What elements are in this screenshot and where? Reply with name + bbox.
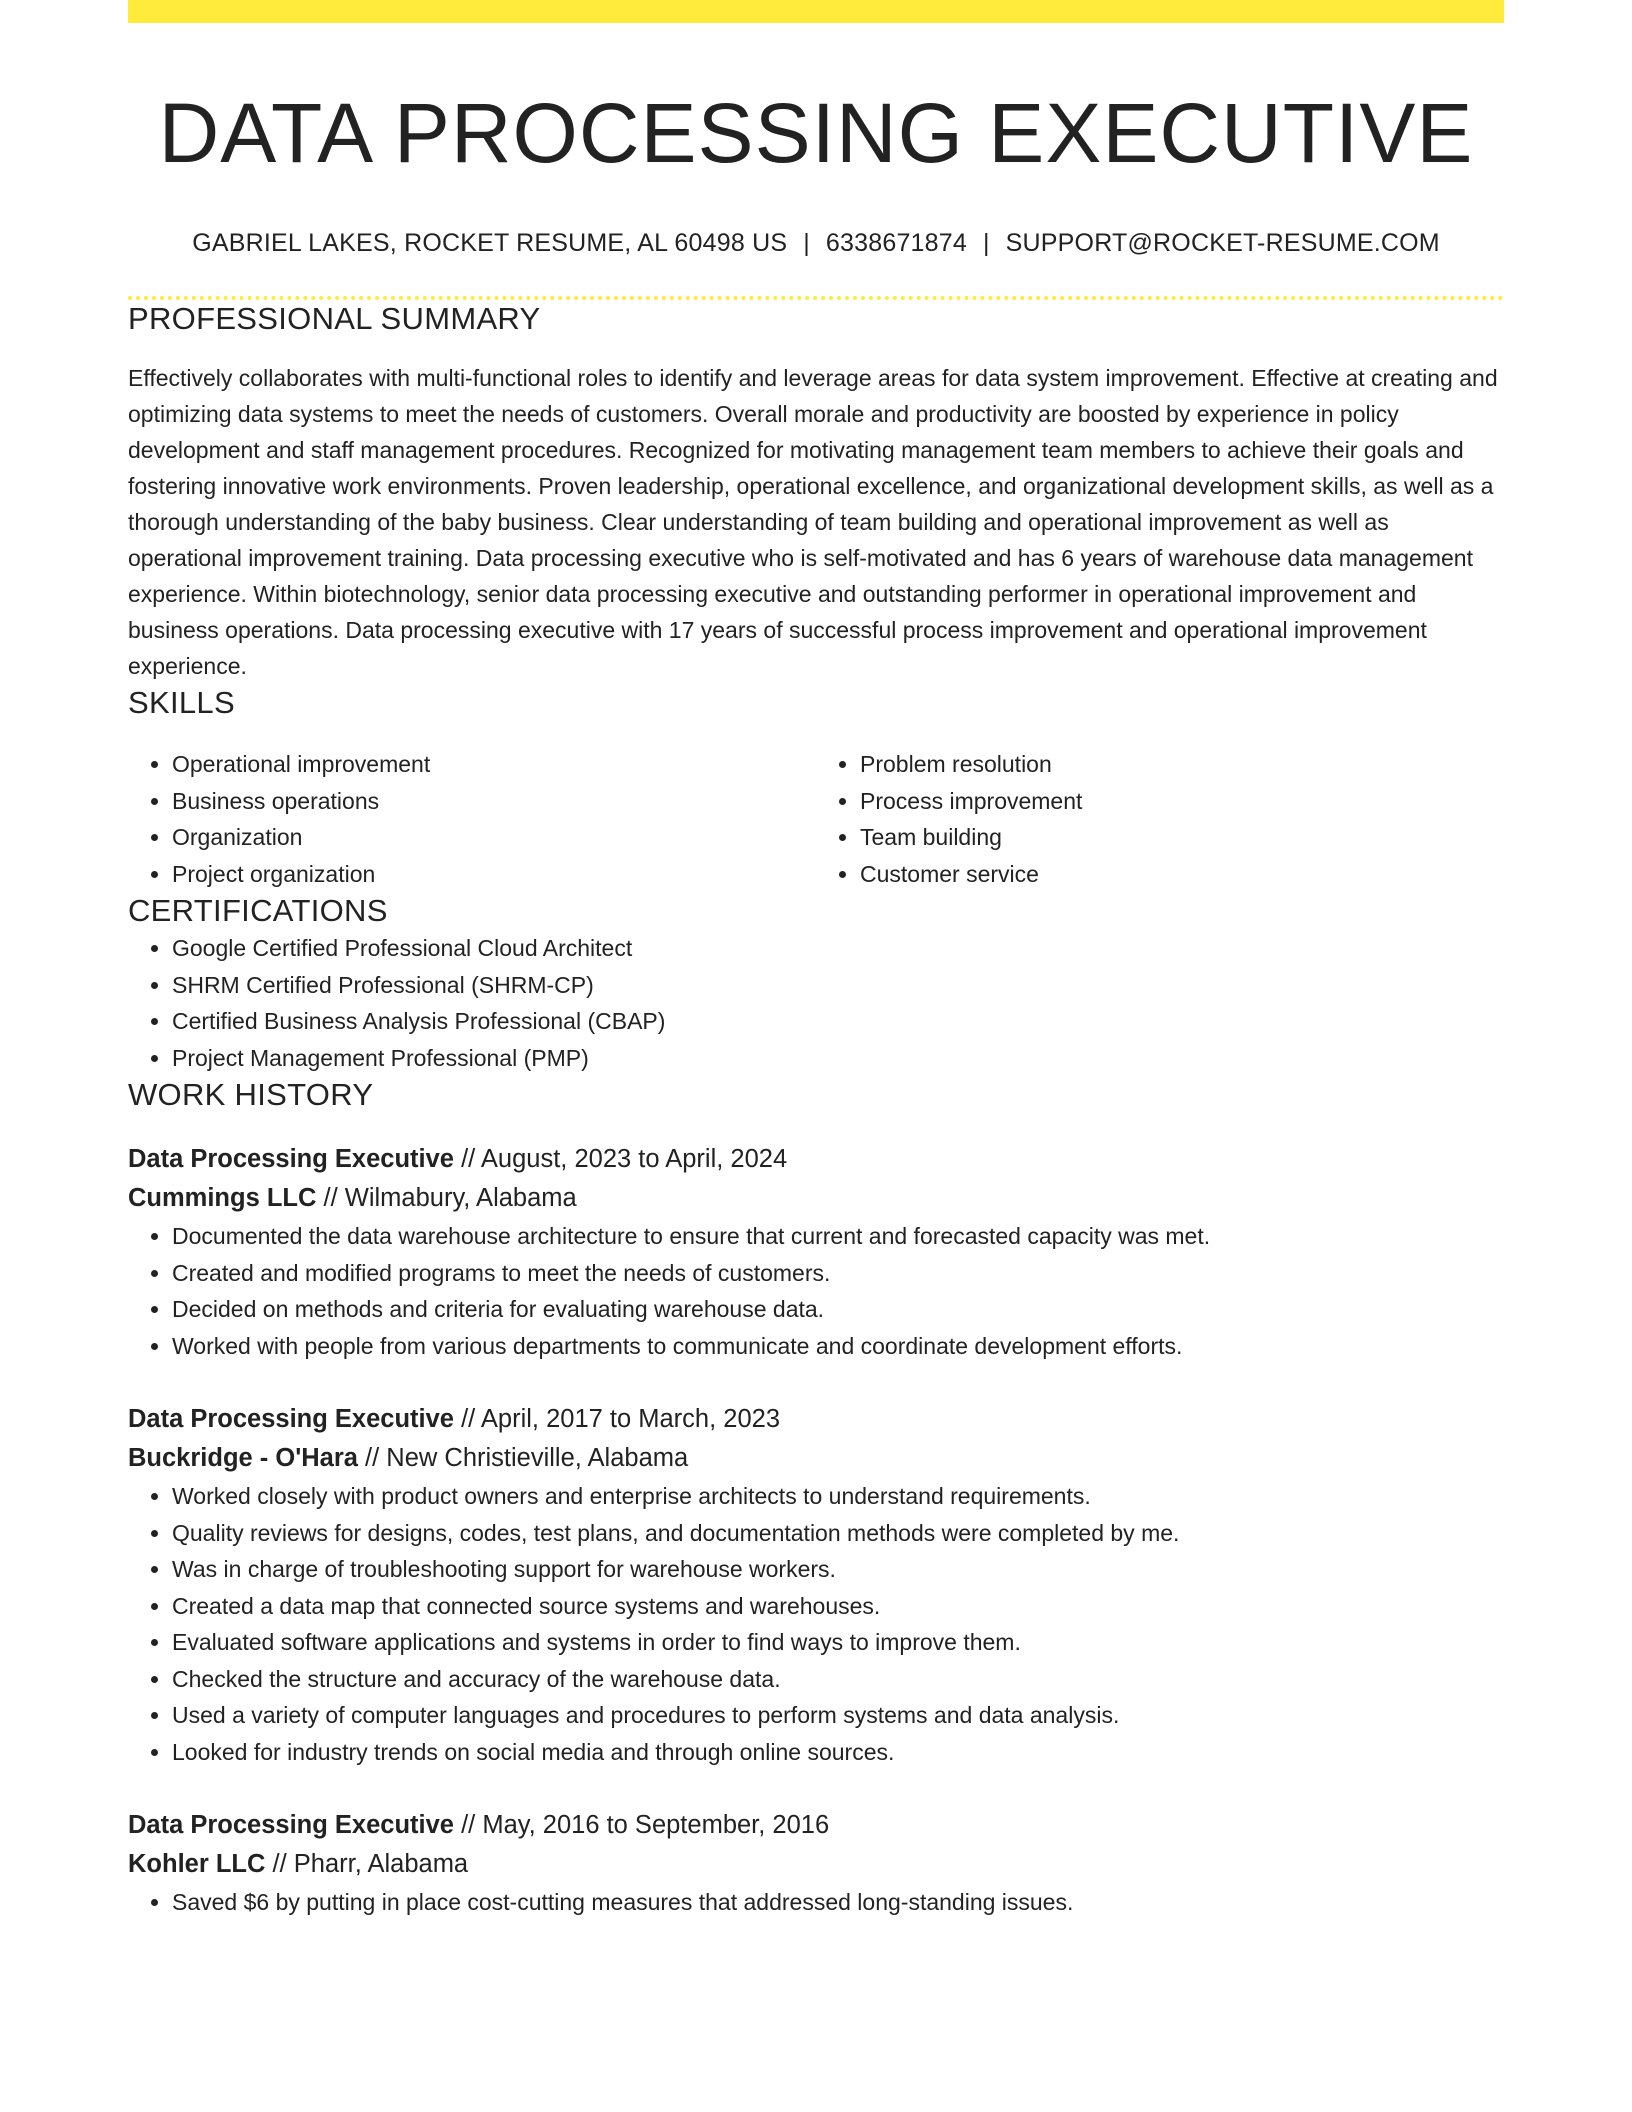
work-history-heading: WORK HISTORY: [128, 1077, 374, 1112]
job-bullet-list: [128, 1884, 1504, 1921]
job-entry: [128, 1806, 1504, 1921]
job-entry: [128, 1140, 1504, 1364]
job-title-line: [128, 1400, 1504, 1439]
summary-heading: PROFESSIONAL SUMMARY: [128, 301, 541, 336]
job-company-line: [128, 1179, 1504, 1218]
skills-columns: [128, 746, 1504, 892]
job-title-line: [128, 1806, 1504, 1845]
certification-item: • SHRM Certified Professional (SHRM-CP): [172, 967, 1504, 1004]
job-bullet: • Saved $6 by putting in place cost-cutting measures that addressed long-standing issues.: [172, 1884, 1504, 1921]
job-title-line: [128, 1140, 1504, 1179]
job-bullet: • Used a variety of computer languages and procedures to perform systems and data analysis.: [172, 1697, 1504, 1734]
job-location: // New Christieville, Alabama: [357, 1444, 689, 1472]
accent-top-bar: [128, 0, 1504, 23]
certification-item: • Google Certified Professional Cloud Architect: [172, 930, 1504, 967]
job-bullet: • Worked closely with product owners and enterprise architects to understand requirements.: [172, 1478, 1504, 1515]
job-entry: [128, 1400, 1504, 1770]
skill-item: • Problem resolution: [860, 746, 1504, 783]
contact-separator: |: [982, 229, 990, 257]
job-bullet: • Worked with people from various departments to communicate and coordinate development efforts.: [172, 1328, 1504, 1365]
job-company: Kohler LLC: [128, 1850, 266, 1878]
skills-heading: SKILLS: [128, 685, 235, 720]
job-company-line: [128, 1439, 1504, 1478]
contact-line: [128, 228, 1504, 258]
certifications-heading: CERTIFICATIONS: [128, 893, 388, 928]
job-bullet-list: [128, 1478, 1504, 1770]
contact-separator: |: [803, 229, 810, 257]
skill-item: • Customer service: [860, 856, 1504, 893]
contact-phone: 6338671874: [825, 229, 967, 257]
job-bullet: • Quality reviews for designs, codes, test plans, and documentation methods were completed by me.: [172, 1515, 1504, 1552]
job-bullet: • Was in charge of troubleshooting support for warehouse workers.: [172, 1551, 1504, 1588]
job-bullet: • Evaluated software applications and systems in order to find ways to improve them.: [172, 1624, 1504, 1661]
job-bullet: • Decided on methods and criteria for evaluating warehouse data.: [172, 1291, 1504, 1328]
job-company: Buckridge - O'Hara: [128, 1444, 358, 1472]
certification-item: • Project Management Professional (PMP): [172, 1040, 1504, 1077]
skills-right-list: [816, 746, 1504, 892]
job-dates: // May, 2016 to September, 2016: [453, 1811, 830, 1839]
job-title: Data Processing Executive: [128, 1811, 454, 1839]
certification-item: • Certified Business Analysis Professional (CBAP): [172, 1003, 1504, 1040]
job-bullet: • Checked the structure and accuracy of the warehouse data.: [172, 1661, 1504, 1698]
skill-item: • Process improvement: [860, 783, 1504, 820]
resume-content: [128, 23, 1504, 1921]
contact-email: SUPPORT@ROCKET-RESUME.COM: [1005, 229, 1440, 257]
job-dates: // August, 2023 to April, 2024: [453, 1145, 788, 1173]
job-bullet: • Created a data map that connected source systems and warehouses.: [172, 1588, 1504, 1625]
skill-item: • Operational improvement: [172, 746, 816, 783]
job-bullet: • Created and modified programs to meet the needs of customers.: [172, 1255, 1504, 1292]
job-location: // Wilmabury, Alabama: [316, 1184, 577, 1212]
skill-item: • Organization: [172, 819, 816, 856]
skill-item: • Business operations: [172, 783, 816, 820]
contact-address: GABRIEL LAKES, ROCKET RESUME, AL 60498 US: [192, 229, 788, 257]
summary-text: Effectively collaborates with multi-functional roles to identify and leverage areas for data system improvement. Effective at creating and optimizing data systems to meet the needs of customers. Overall morale and productivity are boosted by experience in policy development and staff management procedures. Recognized for motivating management team members to achieve their goals and fostering innovative work environments. Proven leadership, operational excellence, and organizational development skills, as well as a thorough understanding of the baby business. Clear understanding of team building and operational improvement as well as operational improvement training. Data processing executive who is self-motivated and has 6 years of warehouse data management experience. Within biotechnology, senior data processing executive and outstanding performer in operational improvement and business operations. Data processing executive with 17 years of successful process improvement and operational improvement experience.: [128, 365, 1498, 679]
job-bullet: • Looked for industry trends on social media and through online sources.: [172, 1734, 1504, 1771]
resume-title: DATA PROCESSING EXECUTIVE: [158, 86, 1474, 180]
skill-item: • Team building: [860, 819, 1504, 856]
skill-item: • Project organization: [172, 856, 816, 893]
job-bullet: • Documented the data warehouse architecture to ensure that current and forecasted capacity was met.: [172, 1218, 1504, 1255]
job-title: Data Processing Executive: [128, 1405, 454, 1433]
job-company-line: [128, 1845, 1504, 1884]
job-dates: // April, 2017 to March, 2023: [453, 1405, 781, 1433]
skills-left-list: [128, 746, 816, 892]
job-bullet-list: [128, 1218, 1504, 1364]
job-company: Cummings LLC: [128, 1184, 317, 1212]
certifications-list: [128, 930, 1504, 1076]
job-title: Data Processing Executive: [128, 1145, 454, 1173]
job-location: // Pharr, Alabama: [265, 1850, 469, 1878]
